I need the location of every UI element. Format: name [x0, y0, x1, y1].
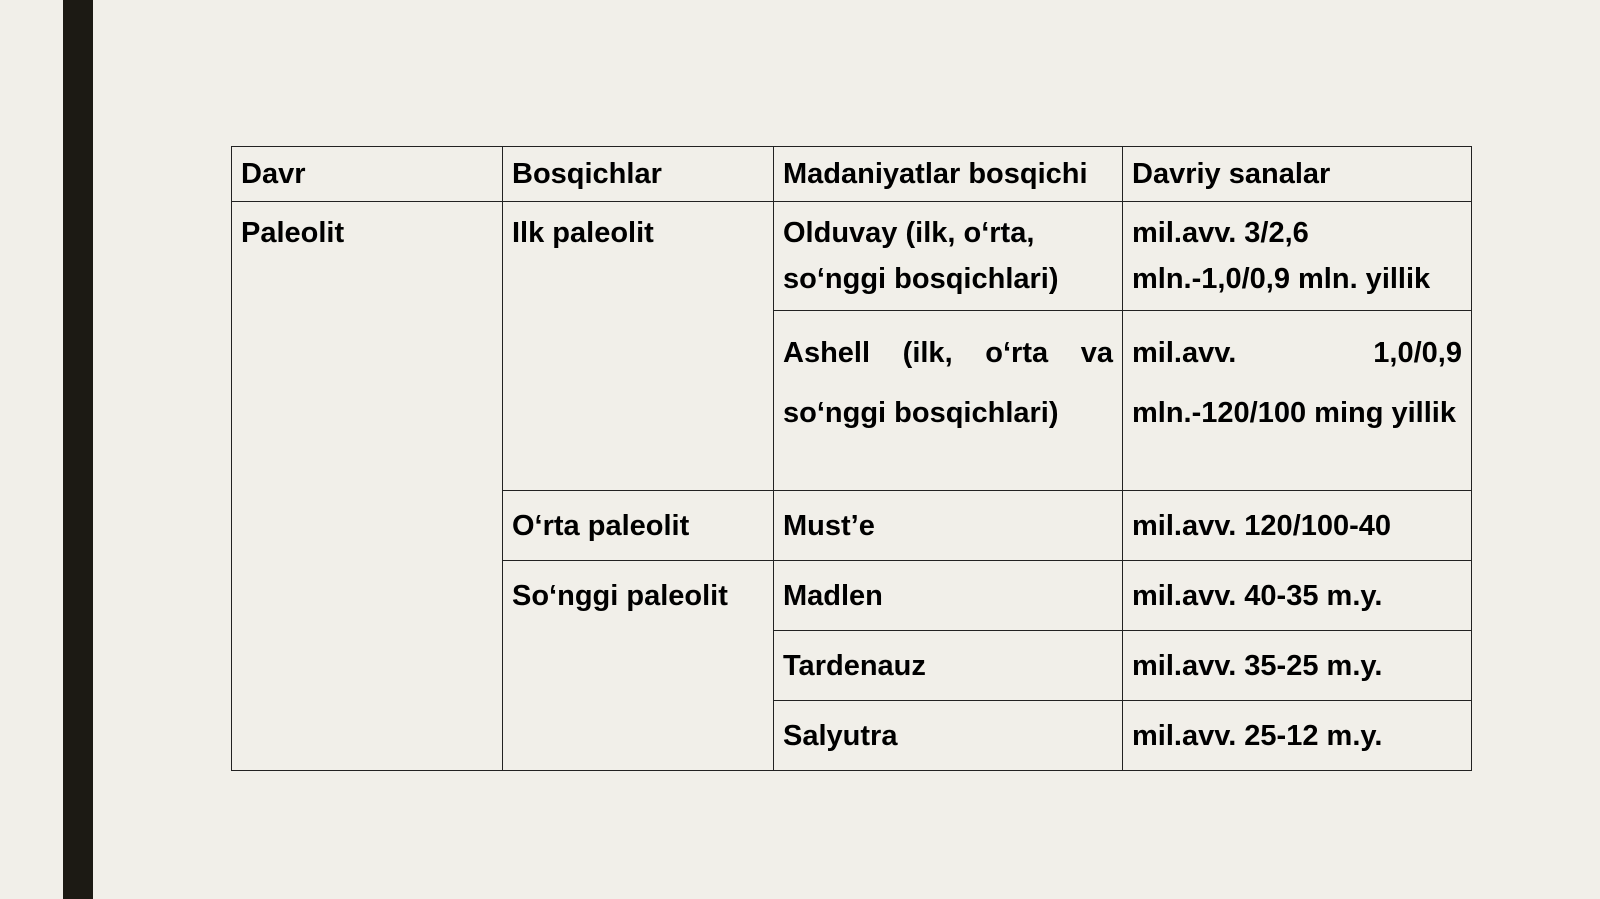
stage-cell-songgi: So‘nggi paleolit — [503, 561, 774, 771]
dates-cell: mil.avv. 25-12 m.y. — [1123, 701, 1472, 771]
header-stages: Bosqichlar — [503, 147, 774, 202]
table-header-row — [232, 147, 1472, 202]
dates-cell: mil.avv. 3/2,6 mln.-1,0/0,9 mln. yillik — [1123, 202, 1472, 311]
dates-cell: mil.avv. 1,0/0,9 mln.-120/100 ming yillik — [1123, 311, 1472, 491]
table-row — [232, 202, 1472, 311]
dates-cell: mil.avv. 120/100-40 — [1123, 491, 1472, 561]
paleolithic-periods-table — [231, 146, 1472, 771]
culture-cell: Olduvay (ilk, o‘rta, so‘nggi bosqichlari) — [774, 202, 1123, 311]
culture-cell: Ashell (ilk, o‘rta va so‘nggi bosqichlari) — [774, 311, 1123, 491]
culture-cell: Tardenauz — [774, 631, 1123, 701]
period-cell: Paleolit — [232, 202, 503, 771]
dates-cell: mil.avv. 40-35 m.y. — [1123, 561, 1472, 631]
culture-cell: Salyutra — [774, 701, 1123, 771]
header-culture-stage: Madaniyatlar bosqichi — [774, 147, 1123, 202]
left-accent-bar — [63, 0, 93, 899]
header-dates: Davriy sanalar — [1123, 147, 1472, 202]
dates-cell: mil.avv. 35-25 m.y. — [1123, 631, 1472, 701]
stage-cell-orta: O‘rta paleolit — [503, 491, 774, 561]
stage-cell-ilk: Ilk paleolit — [503, 202, 774, 491]
culture-cell: Must’e — [774, 491, 1123, 561]
culture-cell: Madlen — [774, 561, 1123, 631]
header-period: Davr — [232, 147, 503, 202]
